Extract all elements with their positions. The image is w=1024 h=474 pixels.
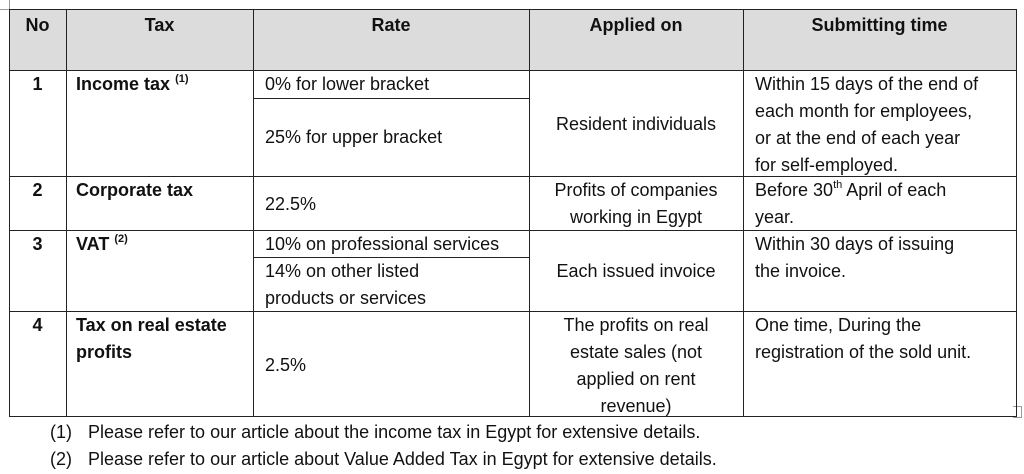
header-tax: Tax (66, 9, 253, 39)
row2-submitting-line (755, 177, 1015, 204)
footnote-1 (50, 419, 700, 445)
footnote-2 (50, 446, 717, 472)
row2-applied-on (529, 177, 743, 231)
row4-tax-line: profits (76, 342, 132, 362)
row4-applied-on (529, 312, 743, 420)
row3-rate-line: products or services (265, 288, 427, 308)
header-applied-on: Applied on (529, 9, 743, 39)
cell-divider (253, 257, 529, 258)
row-divider (9, 230, 1017, 231)
row2-submitting-time (755, 177, 1015, 231)
row3-tax (76, 231, 251, 258)
row1-applied-on: Resident individuals (555, 114, 717, 134)
row3-submitting-line: Within 30 days of issuing (755, 234, 955, 254)
row-divider (9, 70, 1017, 71)
row1-submitting-line: for self-employed. (755, 155, 899, 175)
row4-applied-line: revenue) (600, 396, 672, 416)
row4-applied-line: applied on rent (576, 369, 696, 389)
column-divider (253, 9, 254, 417)
row2-applied-line: Profits of companies (554, 180, 718, 200)
row-divider (9, 311, 1017, 312)
row-divider (9, 176, 1017, 177)
row1-no: 1 (32, 74, 43, 94)
row3-rate-2 (265, 258, 527, 312)
row4-tax-line: Tax on real estate (76, 315, 227, 335)
row1-submitting-line: each month for employees, (755, 101, 973, 121)
footnote-marker: (1) (50, 422, 72, 442)
header-submitting-time: Submitting time (743, 9, 1016, 39)
row1-tax-label: Income tax (76, 74, 171, 94)
row4-submitting-line: registration of the sold unit. (755, 342, 972, 362)
column-divider (529, 9, 530, 417)
header-no: No (9, 9, 66, 39)
footnote-text: Please refer to our article about Value Added Tax in Egypt for extensive details. (88, 449, 717, 469)
row4-submitting-time (755, 312, 1015, 366)
row1-submitting-time (755, 71, 1015, 179)
table-border-top (9, 9, 1017, 10)
table-border-left (9, 9, 10, 417)
table-border-right (1016, 9, 1017, 417)
row2-tax: Corporate tax (76, 180, 194, 200)
row3-submitting-line: the invoice. (755, 261, 847, 281)
row3-applied-on: Each issued invoice (556, 261, 716, 281)
row4-rate: 2.5% (265, 355, 307, 375)
header-rate: Rate (253, 9, 529, 39)
row3-tax-footnote-ref: (2) (114, 233, 128, 245)
column-divider (743, 9, 744, 417)
row4-applied-line: estate sales (not (569, 342, 703, 362)
row4-submitting-line: One time, During the (755, 315, 922, 335)
footnote-text: Please refer to our article about the income tax in Egypt for extensive details. (88, 422, 701, 442)
cell-divider (253, 98, 529, 99)
row3-no: 3 (32, 234, 43, 254)
footnote-marker: (2) (50, 449, 72, 469)
row3-tax-label: VAT (76, 234, 110, 254)
row3-rate-line: 14% on other listed (265, 261, 420, 281)
row4-no: 4 (32, 315, 43, 335)
row3-submitting-time (755, 231, 1015, 285)
row1-tax (76, 71, 251, 98)
row2-submitting-pre: Before 30 (755, 180, 834, 200)
row3-rate-1: 10% on professional services (265, 234, 500, 254)
row4-applied-line: The profits on real (563, 315, 709, 335)
row1-submitting-line: or at the end of each year (755, 128, 961, 148)
row2-rate: 22.5% (265, 194, 317, 214)
row4-tax (76, 312, 251, 366)
column-divider (66, 9, 67, 417)
table-border-bottom (9, 416, 1017, 417)
row1-tax-footnote-ref: (1) (175, 73, 189, 85)
row2-submitting-line: year. (755, 207, 795, 227)
row1-rate-1: 0% for lower bracket (265, 74, 430, 94)
row1-submitting-line: Within 15 days of the end of (755, 74, 979, 94)
row2-no: 2 (32, 180, 43, 200)
row2-submitting-post: April of each (842, 180, 947, 200)
row2-submitting-sup: th (833, 179, 843, 191)
row2-applied-line: working in Egypt (569, 207, 703, 227)
row1-rate-2: 25% for upper bracket (265, 127, 443, 147)
